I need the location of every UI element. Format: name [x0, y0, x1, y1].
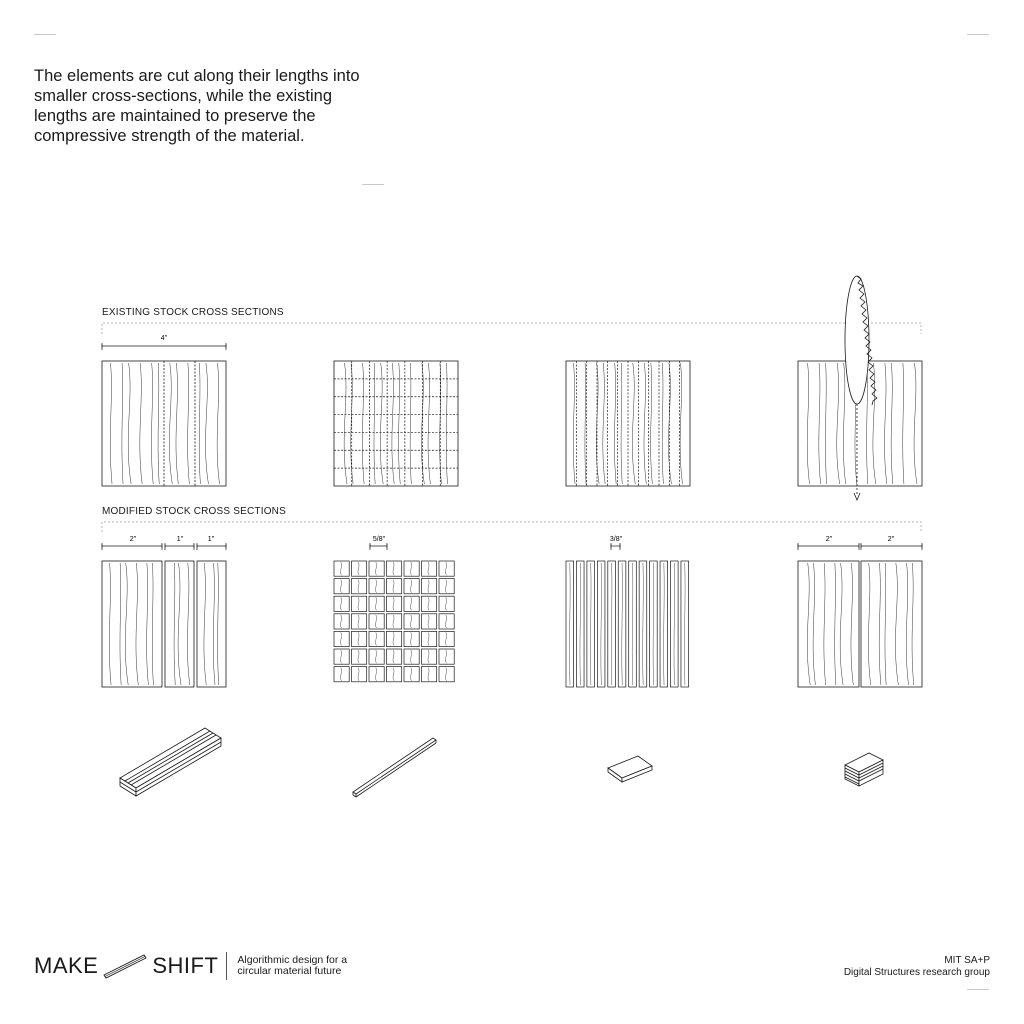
- modified-square-stick: [387, 579, 402, 594]
- dim-panel1-a: 2": [129, 536, 137, 543]
- existing-section-label: EXISTING STOCK CROSS SECTIONS: [102, 307, 284, 318]
- iso-stock-short-strip: [608, 756, 652, 782]
- modified-square-stick: [334, 596, 349, 611]
- modified-square-stick: [387, 614, 402, 629]
- modified-square-stick: [352, 614, 367, 629]
- modified-square-stick: [422, 579, 437, 594]
- modified-square-stick: [369, 561, 384, 576]
- modified-cross-sections: [102, 561, 922, 687]
- modified-guide-bracket: [102, 522, 921, 532]
- modified-square-stick: [387, 596, 402, 611]
- modified-square-stick: [404, 614, 419, 629]
- existing-cross-sections: [102, 361, 922, 486]
- logo-tagline: [237, 955, 347, 977]
- modified-board-1in-b: [197, 561, 226, 687]
- modified-square-stick: [422, 631, 437, 646]
- modified-square-stick: [439, 614, 454, 629]
- modified-square-stick: [439, 667, 454, 682]
- modified-square-stick: [369, 667, 384, 682]
- modified-square-stick: [334, 561, 349, 576]
- modified-square-stick: [439, 579, 454, 594]
- intro-line-4: compressive strength of the material.: [34, 127, 305, 145]
- iso-stock-thin-stick: [353, 738, 436, 797]
- modified-square-stick: [439, 649, 454, 664]
- modified-square-stick: [352, 596, 367, 611]
- modified-square-stick: [369, 631, 384, 646]
- modified-square-stick: [334, 579, 349, 594]
- existing-panel-2: [334, 361, 458, 486]
- intro-line-2: smaller cross-sections, while the existing: [34, 87, 333, 105]
- modified-square-stick: [352, 561, 367, 576]
- dim-panel3: 3/8": [609, 536, 623, 543]
- iso-stock-long-plank: [120, 728, 221, 796]
- modified-square-stick: [404, 579, 419, 594]
- modified-square-stick: [334, 667, 349, 682]
- modified-section-label: MODIFIED STOCK CROSS SECTIONS: [102, 506, 286, 517]
- wood-plank-slash-icon: [102, 953, 148, 979]
- modified-square-stick: [369, 649, 384, 664]
- existing-guide-bracket: [102, 323, 921, 334]
- modified-square-stick: [369, 596, 384, 611]
- modified-square-stick: [422, 667, 437, 682]
- dim-panel1-b: 1": [176, 536, 184, 543]
- makeshift-logo: [34, 953, 347, 979]
- iso-stock-short-stack: [845, 753, 883, 786]
- modified-square-stick: [439, 561, 454, 576]
- modified-square-stick: [387, 631, 402, 646]
- organization-credit: [844, 955, 990, 978]
- dim-panel2: 5/8": [372, 536, 386, 543]
- modified-square-stick: [439, 596, 454, 611]
- org-line-1: MIT SA+P: [944, 955, 990, 966]
- intro-line-1: The elements are cut along their lengths into: [34, 67, 360, 85]
- logo-word-make: MAKE: [34, 953, 99, 978]
- modified-square-stick: [352, 579, 367, 594]
- modified-square-stick: [404, 649, 419, 664]
- modified-square-stick: [422, 614, 437, 629]
- modified-board-2in-a: [798, 561, 859, 687]
- dim-existing-width: 4": [160, 335, 168, 342]
- dim-panel4-b: 2": [887, 536, 895, 543]
- modified-square-stick: [369, 579, 384, 594]
- modified-square-stick: [352, 667, 367, 682]
- modified-square-stick: [369, 614, 384, 629]
- modified-square-stick: [422, 649, 437, 664]
- tagline-line-2: circular material future: [237, 965, 342, 977]
- modified-square-stick: [334, 649, 349, 664]
- modified-square-stick: [387, 649, 402, 664]
- modified-square-stick: [352, 649, 367, 664]
- modified-square-stick: [439, 631, 454, 646]
- modified-square-stick: [334, 614, 349, 629]
- modified-square-stick: [334, 631, 349, 646]
- modified-square-stick: [404, 631, 419, 646]
- logo-divider: [226, 952, 227, 980]
- modified-square-stick: [422, 596, 437, 611]
- intro-line-3: lengths are maintained to preserve the: [34, 107, 316, 125]
- modified-square-stick: [387, 667, 402, 682]
- modified-square-stick: [404, 667, 419, 682]
- dim-panel4-a: 2": [825, 536, 833, 543]
- modified-square-stick: [422, 561, 437, 576]
- tagline-line-1: Algorithmic design for a: [237, 954, 348, 966]
- modified-square-stick: [404, 561, 419, 576]
- dim-panel1-c: 1": [207, 536, 215, 543]
- modified-square-stick: [387, 561, 402, 576]
- modified-square-stick: [352, 631, 367, 646]
- org-line-2: Digital Structures research group: [843, 966, 990, 978]
- logo-word-shift: SHIFT: [152, 953, 219, 978]
- modified-square-stick: [404, 596, 419, 611]
